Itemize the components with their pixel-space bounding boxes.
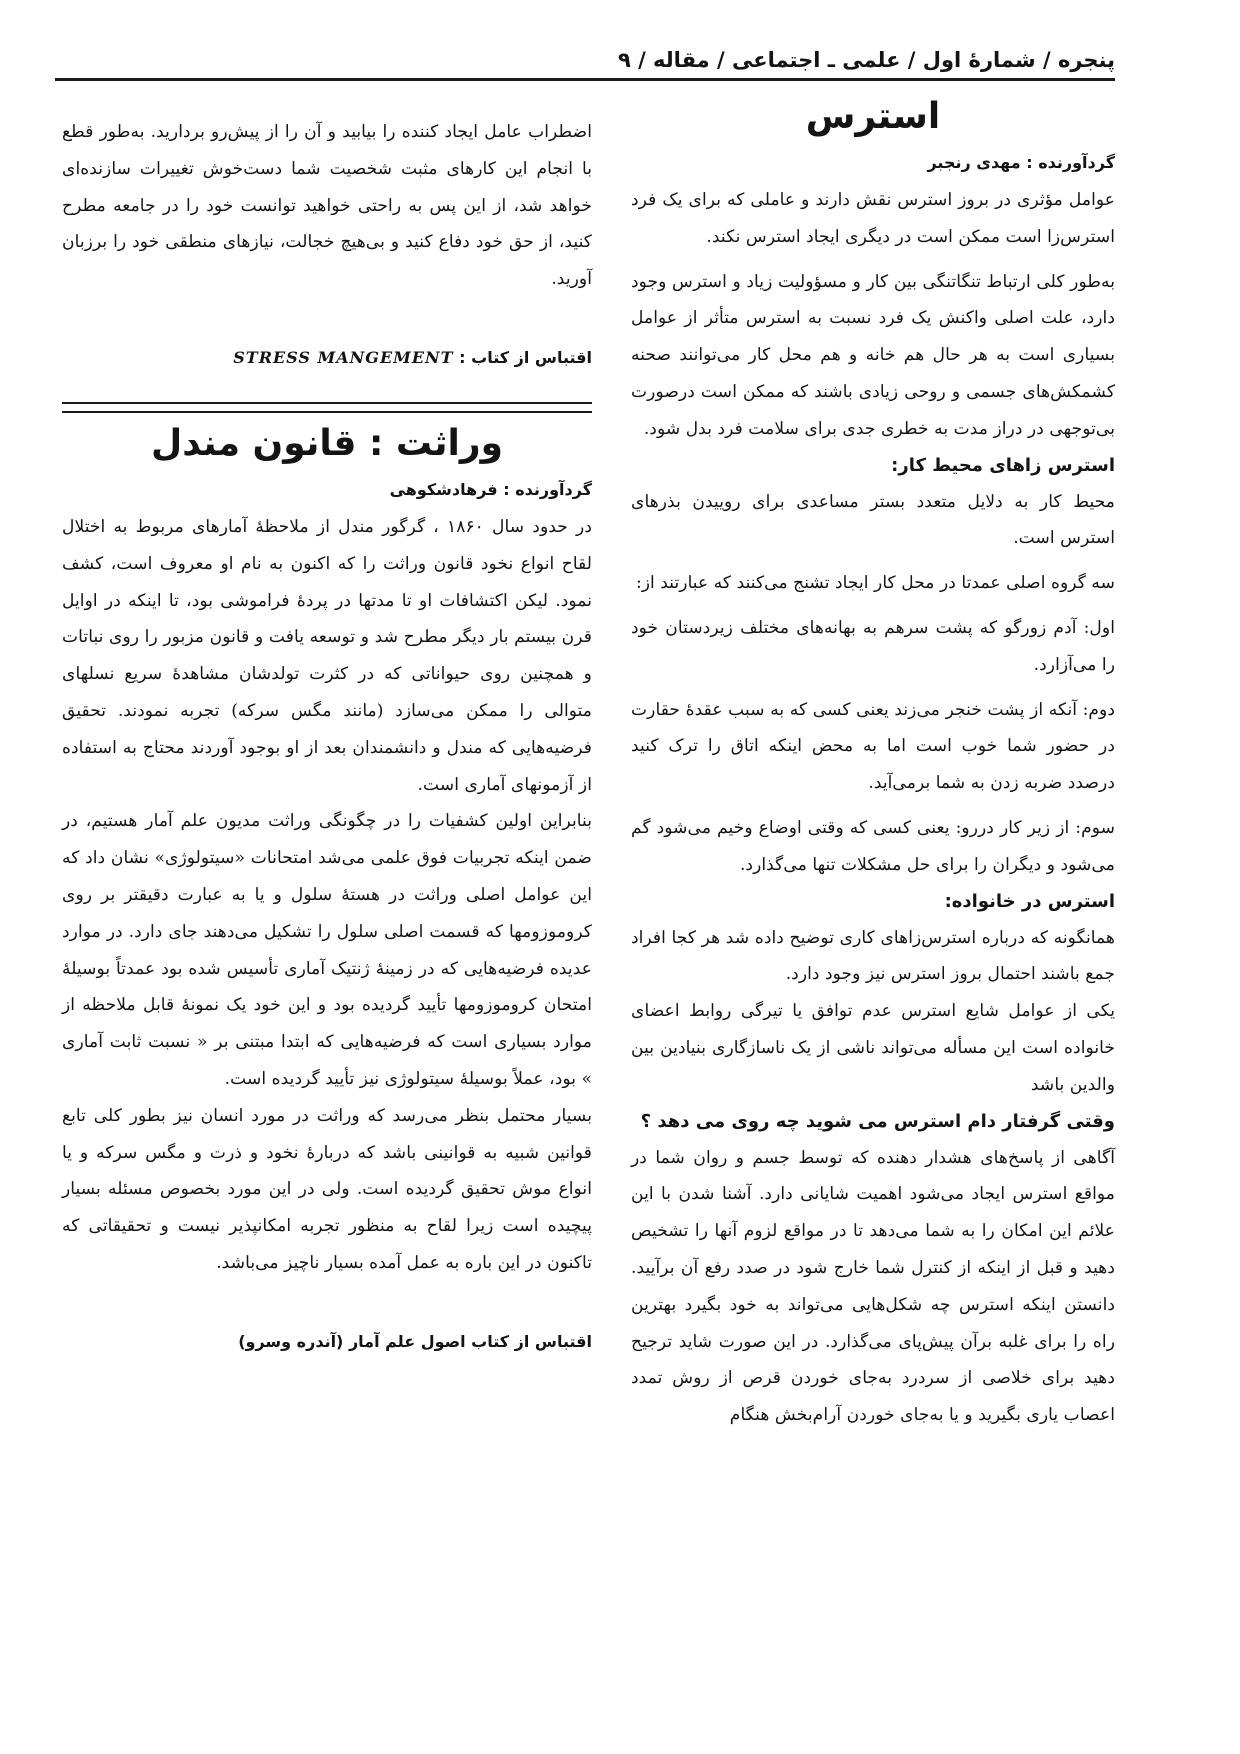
stress-family-paragraph-2: یکی از عوامل شایع استرس عدم توافق یا تیرگی روابط اعضای خانواده است این مسأله می‌تواند ناشی از یک ناسازگاری بنیادین بین والدین باشد: [631, 1001, 1115, 1095]
stress-work-subheading: استرس زاهای محیط کار:: [891, 454, 1115, 476]
right-column: [631, 86, 1115, 1434]
stress-third-type-paragraph: سوم: از زیر کار دررو: یعنی کسی که وقتی اوضاع وخیم می‌شود گم می‌شود و دیگران را برای حل مشکلات تنها می‌گذارد.: [631, 817, 1115, 875]
stress-source-label: اقتباس از کتاب :: [459, 347, 592, 367]
stress-family-paragraph-1: همانگونه که درباره استرس‌زاهای کاری توضیح داده شد هر کجا افراد جمع باشند احتمال بروز استرس نیز وجود دارد.: [631, 927, 1115, 985]
stress-continued-paragraph: اضطراب عامل ایجاد کننده را بیابید و آن را از پیش‌رو بردارید. به‌طور قطع با انجام این کارهای مثبت شخصیت شما دست‌خوش تغییرات سازنده‌ای خواهد شد، از این پس به راحتی خواهید توانست خود را در جامعه مطرح کنید، از حق خود دفاع کنید و بی‌هیچ خجالت، نیازهای منطقی خود را برزبان آورید.: [62, 122, 592, 290]
header-rule: [55, 78, 1115, 81]
stress-trap-paragraph: آگاهی از پاسخ‌های هشدار دهنده که توسط جسم و روان شما در مواقع استرس ایجاد می‌شود اهمیت شایانی دارد. آشنا شدن با این علائم این امکان را به شما می‌دهد تا در مواقع لزوم آنها را تشخیص دهید و قبل از اینکه از کنترل شما خارج شود در صدد رفع آن برآیید. دانستن اینکه استرس چه شکل‌هایی می‌تواند به خود بگیرد بهترین راه را برای غلبه برآن پیش‌پای می‌گذارد. در این صورت شاید ترجیح دهید برای خلاصی از سردرد به‌جای خوردن قرص از روش تمدد اعصاب یاری بگیرید و یا به‌جای خوردن آرام‌بخش هنگام: [631, 1147, 1115, 1426]
stress-trap-subheading: وقتی گرفتار دام استرس می شوید چه روی می دهد ؟: [640, 1110, 1115, 1132]
stress-first-type-paragraph: اول: آدم زورگو که پشت سرهم به بهانه‌های مختلف زیردستان خود را می‌آزارد.: [631, 617, 1115, 675]
stress-family-subheading: استرس در خانواده:: [944, 890, 1115, 912]
stress-article-byline: گردآورنده : مهدی رنجبر: [927, 153, 1115, 172]
stress-second-type-paragraph: دوم: آنکه از پشت خنجر می‌زند یعنی کسی که به سبب عقدهٔ حقارت در حضور شما خوب است اما به محض اینکه اتاق را ترک کنید درصدد ضربه زدن به شما برمی‌آید.: [631, 699, 1115, 794]
mendel-paragraph-3: بسیار محتمل بنظر می‌رسد که وراثت در مورد انسان نیز بطور کلی تابع قوانین شبیه به قوانینی باشد که دربارهٔ نخود و ذرت و مگس سرکه و یا انواع موش تحقیق گردیده است. ولی در این مورد بخصوص مسئله بسیار پیچیده است زیرا لقاح به منظور تجربه امکانپذیر نیست و تحقیقاتی که تاکنون در این باره به عمل آمده بسیار ناچیز می‌باشد.: [62, 1105, 592, 1273]
mendel-paragraph-2: بنابراین اولین کشفیات را در چگونگی وراثت مدیون علم آمار هستیم، در ضمن اینکه تجربیات فوق علمی می‌شد امتحانات «سیتولوژی» نشان داد که این عوامل اصلی وراثت در هستهٔ سلول و یا به عبارت دقیقتر بر روی کروموزومها که قسمت اصلی سلول را تشکیل می‌دهند جای دارد. در موارد عدیده فرضیه‌هایی که در زمینهٔ ژنتیک آماری تأسیس شده بود عمدتاً بوسیلهٔ امتحان کروموزومها تأیید گردیده بود و این خود یک نمونهٔ قابل ملاحظه از موارد بسیاری است که فرضیه‌هایی که ابتدا مبتنی بر « نسبت ثابت آماری » بود، عملاً بوسیلهٔ سیتولوژی نیز تأیید گردیده است.: [62, 811, 592, 1089]
stress-intro-paragraph: عوامل مؤثری در بروز استرس نقش دارند و عاملی که برای یک فرد استرس‌زا است ممکن است در دیگری ایجاد استرس نکند.: [631, 190, 1115, 247]
stress-work-paragraph-1: محیط کار به دلایل متعدد بستر مساعدی برای روییدن بذرهای استرس است.: [631, 491, 1115, 549]
left-column: [62, 86, 592, 1358]
mendel-source-citation: اقتباس از کتاب اصول علم آمار (آندره وسرو): [238, 1331, 592, 1351]
section-divider: [62, 402, 592, 413]
stress-source-title: STRESS MANGEMENT: [233, 347, 454, 367]
stress-general-paragraph: به‌طور کلی ارتباط تنگاتنگی بین کار و مسؤولیت زیاد و استرس وجود دارد، علت اصلی واکنش یک فرد نسبت به استرس متأثر از عوامل بسیاری است به هر حال هم خانه و هم محل کار می‌توانند صحنه کشمکش‌های جسمی و روحی زیادی باشند که ممکن است درصورت بی‌توجهی در دراز مدت به خطری جدی برای سلامت فرد بدل شود.: [631, 271, 1115, 439]
mendel-article-byline: گردآورنده : فرهادشکوهی: [389, 479, 592, 499]
stress-source-citation: [62, 342, 592, 374]
mendel-paragraph-1: در حدود سال ۱۸۶۰ ، گرگور مندل از ملاحظهٔ آمارهای مربوط به اختلال لقاح انواع نخود قانون وراثت را که اکنون به نام او معروف است، کشف نمود. لیکن اکتشافات او تا مدتها در پردهٔ فراموشی بود، تا اینکه در اوایل قرن بیستم بار دیگر مطرح شد و توسعه یافت و قانون مزبور را روی نباتات و همچنین روی حیواناتی که در کثرت تولدشان مشاهدهٔ سریع نسلهای متوالی را ممکن می‌سازد (مانند مگس سرکه) تجربه نمودند. تحقیق فرضیه‌هایی که مندل و دانشمندان بعد از او بوجود آوردند محتاج به استفاده از آزمونهای آماری است.: [62, 516, 592, 795]
stress-work-paragraph-2: سه گروه اصلی عمدتا در محل کار ایجاد تشنج می‌کنند که عبارتند از:: [635, 573, 1115, 594]
stress-article-title: استرس: [805, 96, 941, 137]
running-header: پنجره / شمارهٔ اول / علمی ـ اجتماعی / مقاله / ۹: [617, 48, 1115, 72]
mendel-article-title: وراثت : قانون مندل: [151, 422, 503, 464]
